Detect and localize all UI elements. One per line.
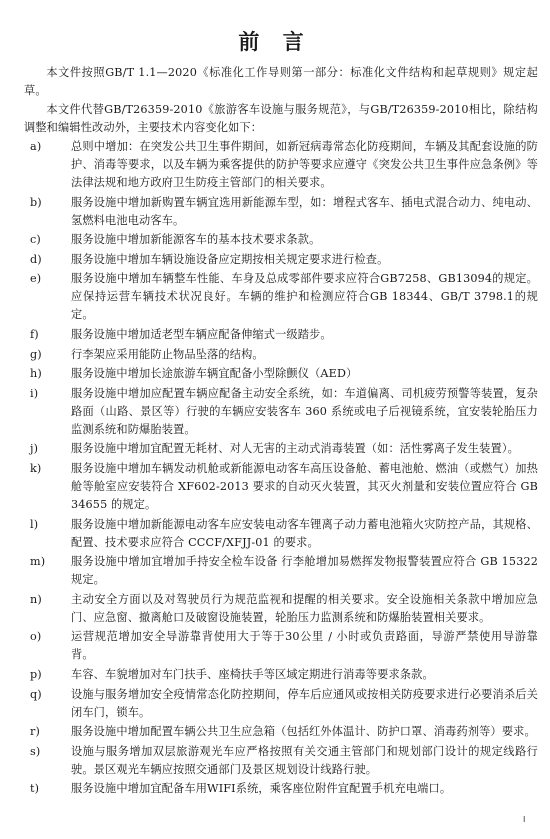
list-item [24,194,538,230]
list-item-text: 总则中增加：在突发公共卫生事件期间，如新冠病毒常态化防疫期间，车辆及其配套设施的防护、消毒等要求，以及车辆为乘客提供的防护等要求应遵守《突发公共卫生事件应急条例》等法律法规和地方政府卫生防疫主管部门的相关要求。 [71,140,538,189]
list-item [24,516,538,552]
list-item [24,628,538,664]
change-list [24,138,538,798]
list-item-label: t) [30,782,40,796]
list-item-text: 服务设施中增加宜增加手持安全检车设备 行李舱增加易燃挥发物报警装置应符合 GB 15322 规定。 [71,555,538,587]
list-item-label: p) [30,667,42,681]
list-item-label: o) [30,630,42,644]
document-body [24,64,538,800]
list-item [24,440,538,458]
list-item-label: e) [30,272,42,286]
list-item [24,553,538,589]
list-item-text: 服务设施中增加宜配备车用WIFI系统，乘客座位附件宜配置手机充电端口。 [71,782,452,796]
list-item-label: g) [30,347,42,361]
list-item-text: 服务设施中增加新能源客车的基本技术要求条款。 [71,233,321,247]
list-item-label: m) [30,555,46,569]
list-item-label: a) [30,140,42,153]
list-item [24,365,538,383]
list-item-text: 服务设施中增加新能源电动客车应安装电动客车锂离子动力蓄电池箱火灾防控产品，其规格、配置、技术要求应符合 CCCF/XFJJ-01 的要求。 [71,517,538,549]
list-item-label: r) [30,725,41,739]
list-item [24,743,538,779]
list-item-text: 服务设施中增加车辆发动机舱或新能源电动客车高压设备舱、蓄电池舱、燃油（或燃气）加热舱等舱室应安装符合 XF602-2013 要求的自动灭火装置，其灭火剂量和安装位置应符合 GB 34655 的规定。 [71,461,538,511]
list-item [24,666,538,684]
list-item-label: j) [30,442,39,456]
list-item-text: 服务设施中增加适老型车辆应配备伸缩式一级踏步。 [71,327,332,341]
list-item-text: 设施与服务增加安全疫情常态化防控期间，停车后应通风或按相关防疫要求进行必要消杀后关闭车门，锁车。 [71,687,538,719]
page-number: I [523,815,526,824]
list-item-label: l) [30,517,39,531]
list-item [24,138,538,192]
list-item-label: q) [30,687,42,701]
list-item-text: 设施与服务增加双层旅游观光车应严格按照有关交通主管部门和规划部门设计的规定线路行驶。景区观光车辆应按照交通部门及景区规划设计线路行驶。 [71,744,538,776]
list-item-label: k) [30,461,42,475]
list-item [24,251,538,269]
list-item-text: 服务设施中增加车辆设施设备应定期按相关规定要求进行检查。 [71,252,389,266]
list-item-text: 服务设施中增加应配置车辆应配备主动安全系统，如：车道偏离、司机疲劳预警等装置，复杂路面（山路、景区等）行驶的车辆应安装客车 360 系统或电子后视镜系统，宜安装轮胎压力监测系统和防爆胎装置。 [71,386,538,436]
list-item [24,346,538,364]
list-item-text: 车容、车貌增加对车门扶手、座椅扶手等区域定期进行消毒等要求条款。 [71,667,434,681]
list-item-label: h) [30,367,42,381]
list-item-text: 行李架应采用能防止物品坠落的结构。 [71,347,264,361]
list-item [24,326,538,344]
list-item-text: 服务设施中增加长途旅游车辆宜配备小型除颤仪（AED） [71,367,358,381]
list-item [24,591,538,627]
list-item [24,460,538,514]
list-item [24,780,538,798]
list-item-label: s) [30,744,41,758]
page-title: 前 言 [238,30,312,54]
list-item-text: 服务设施中增加宜配置无耗材、对人无害的主动式消毒装置（如：活性雾离子发生装置）。 [71,442,519,456]
list-item [24,723,538,741]
list-item [24,686,538,722]
intro-paragraph-1: 本文件按照GB/T 1.1—2020《标准化工作导则第一部分：标准化文件结构和起草规则》规定起草。 [24,66,538,97]
list-item-text: 服务设施中增加车辆整车性能、车身及总成零部件要求应符合GB7258、GB13094的规定。应保持运营车辆技术状况良好。车辆的维护和检测应符合GB 18344、GB/T 3798.1的规定。 [71,272,538,322]
list-item-label: n) [30,592,42,606]
list-item [24,270,538,324]
list-item-label: f) [30,327,39,341]
intro-paragraph-2: 本文件代替GB/T26359-2010《旅游客车设施与服务规范》，与GB/T26359-2010相比，除结构调整和编辑性改动外，主要技术内容变化如下： [24,103,538,134]
list-item [24,385,538,439]
list-item-text: 服务设施中增加配置车辆公共卫生应急箱（包括红外体温计、防护口罩、消毒药剂等）要求。 [71,725,536,739]
list-item [24,231,538,249]
list-item-text: 主动安全方面以及对驾驶员行为规范监视和提醒的相关要求。安全设施相关条款中增加应急门、应急窗、撤离舱口及破窗设施装置，轮胎压力监测系统和防爆胎装置相关要求。 [71,592,538,624]
list-item-label: c) [30,233,41,247]
list-item-text: 运营规范增加安全导游靠背使用大于等于30公里 / 小时或负责路面，导游严禁使用导游靠背。 [71,630,538,662]
list-item-text: 服务设施中增加新购置车辆宜选用新能源车型，如：增程式客车、插电式混合动力、纯电动、氢燃料电池电动客车。 [71,195,538,227]
list-item-label: b) [30,195,42,209]
list-item-label: d) [30,252,42,266]
list-item-label: i) [30,386,39,400]
